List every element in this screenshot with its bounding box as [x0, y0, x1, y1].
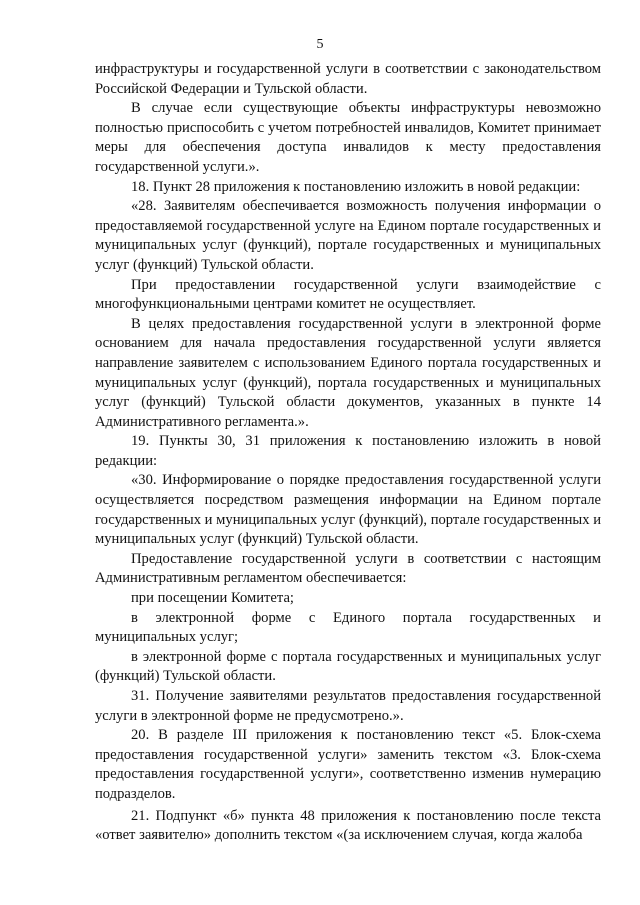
paragraph: В случае если существующие объекты инфраструктуры невозможно полностью приспособить с учетом потребностей инвалидов, Комитет принимает меры для обеспечения доступа инвалидов к месту предоставления государственной услуги.». — [95, 100, 601, 175]
paragraph: В целях предоставления государственной услуги в электронной форме основанием для начала предоставления государственной услуги является направление заявителем с использованием Единого портала государственных и муниципальных услуг (функций), портала государственных и муниципальных услуг (функций) Тульской области документов, указанных в пункте 14 Административного регламента.». — [95, 315, 601, 430]
paragraph-continuation: инфраструктуры и государственной услуги в соответствии с законодательством Российской Федерации и Тульской области. — [95, 61, 601, 97]
list-item: в электронной форме с портала государственных и муниципальных услуг (функций) Тульской области. — [95, 648, 601, 685]
paragraph: Предоставление государственной услуги в соответствии с настоящим Административным регламентом обеспечивается: — [95, 550, 601, 587]
paragraph-item-21: 21. Подпункт «б» пункта 48 приложения к постановлению после текста «ответ заявителю» дополнить текстом «(за исключением случая, когда жалоба — [95, 807, 601, 844]
paragraph-item-18: 18. Пункт 28 приложения к постановлению изложить в новой редакции: — [131, 178, 581, 195]
document-body — [95, 60, 601, 846]
paragraph: 31. Получение заявителями результатов предоставления государственной услуги в электронной форме не предусмотрено.». — [95, 688, 601, 724]
page-number: 5 — [316, 37, 324, 52]
list-item: при посещении Комитета; — [131, 590, 294, 607]
paragraph: При предоставлении государственной услуги взаимодействие с многофункциональными центрами комитет не осуществляет. — [95, 276, 601, 313]
paragraph-item-19: 19. Пункты 30, 31 приложения к постановлению изложить в новой редакции: — [95, 433, 601, 469]
paragraph-item-20: 20. В разделе III приложения к постановлению текст «5. Блок-схема предоставления государственной услуги» заменить текстом «3. Блок-схема предоставления государственной услуги», соответственно изменив нумерацию подразделов. — [95, 727, 601, 802]
list-item: в электронной форме с Единого портала государственных и муниципальных услуг; — [95, 609, 601, 646]
paragraph: «28. Заявителям обеспечивается возможность получения информации о предоставляемой государственной услуге на Едином портале государственных и муниципальных услуг (функций), портале государственных и муниципальных услуг (функций) Тульской области. — [95, 198, 601, 273]
paragraph: «30. Информирование о порядке предоставления государственной услуги осуществляется посредством размещения информации на Едином портале государственных и муниципальных услуг (функций), портале государственных и муниципальных услуг (функций) Тульской области. — [95, 472, 601, 548]
